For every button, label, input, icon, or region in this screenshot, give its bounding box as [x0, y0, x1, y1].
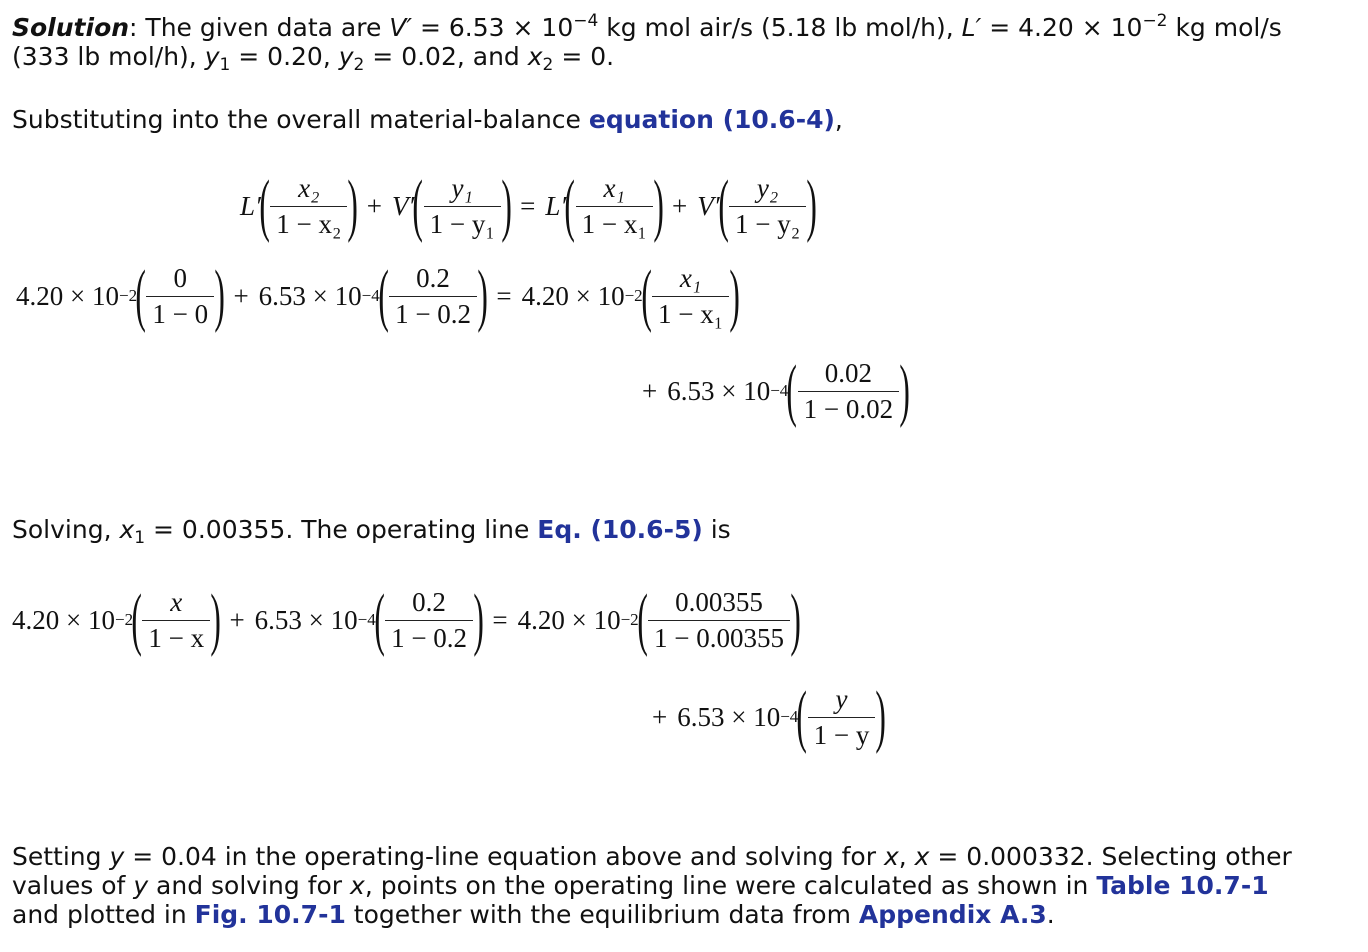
l-prime-symbol: L′ [240, 190, 261, 221]
subscript: 1 [219, 55, 231, 75]
plus-sign: + [672, 190, 688, 221]
denominator: 1 − y₂ [735, 208, 801, 239]
y-symbol: y [338, 42, 354, 71]
x-symbol: x [350, 871, 365, 900]
fraction [389, 263, 477, 330]
left-paren: ( [378, 257, 389, 334]
equation-10-6-4-link[interactable]: equation (10.6-4) [588, 105, 835, 134]
setting-paragraph [12, 842, 1292, 929]
setting-line-3 [12, 900, 1292, 929]
setting-text: Setting [12, 842, 110, 871]
right-paren: ) [214, 257, 226, 334]
x-symbol: x [914, 842, 930, 871]
left-paren: ( [259, 167, 270, 244]
numerator: x₁ [679, 262, 702, 293]
y-symbol: y [109, 842, 125, 871]
eq-10-6-5-link[interactable]: Eq. (10.6-5) [537, 515, 703, 544]
left-paren: ( [135, 257, 146, 334]
v-prime-symbol: V′ [697, 190, 720, 221]
solving-text: is [702, 515, 731, 544]
plus-sign: + [233, 280, 249, 311]
intro-text: (333 lb mol/h), [12, 42, 205, 71]
coefficient: 4.20 × 10 [12, 604, 115, 635]
intro-text: : The given data are [129, 13, 390, 42]
solution-label: Solution [12, 13, 130, 42]
denominator: 1 − 0.2 [395, 298, 472, 329]
left-paren: ( [641, 257, 652, 334]
numerator: 0 [173, 262, 187, 293]
x-symbol: x [119, 515, 135, 544]
substituting-text: , [834, 105, 843, 134]
exponent: −2 [620, 610, 639, 629]
numerator: 0.2 [412, 586, 446, 617]
l-prime-symbol: L′ [545, 190, 567, 221]
exponent: −4 [770, 381, 789, 400]
denominator: 1 − x₂ [276, 208, 342, 239]
substituting-paragraph [12, 105, 843, 134]
setting-text: , points on the operating line were calculated as shown in [364, 871, 1097, 900]
left-paren: ( [796, 678, 808, 755]
right-paren: ) [875, 678, 887, 755]
denominator: 1 − x₁ [657, 298, 724, 329]
fraction [576, 173, 653, 240]
left-paren: ( [564, 167, 576, 244]
subscript: 2 [353, 55, 365, 75]
intro-line-2 [12, 42, 1282, 75]
right-paren: ) [473, 581, 484, 658]
left-paren: ( [786, 352, 798, 429]
equals-sign: = [496, 280, 512, 311]
right-paren: ) [501, 167, 512, 244]
numerator: 0.00355 [675, 586, 763, 617]
setting-text: values of [12, 871, 134, 900]
coefficient: 6.53 × 10 [677, 701, 781, 732]
setting-line-1 [12, 842, 1292, 871]
substituting-text: Substituting into the overall material-balance [12, 105, 589, 134]
coefficient: 6.53 × 10 [254, 604, 358, 635]
numerator: x₁ [603, 172, 625, 203]
coefficient: 4.20 × 10 [521, 280, 625, 311]
left-paren: ( [637, 581, 648, 658]
denominator: 1 − x [148, 622, 205, 653]
fraction [424, 173, 501, 240]
fraction [146, 263, 214, 330]
coefficient: 6.53 × 10 [667, 375, 771, 406]
right-paren: ) [806, 167, 818, 244]
numerator: x₂ [298, 172, 320, 203]
coefficient: 4.20 × 10 [16, 280, 119, 311]
right-paren: ) [477, 257, 488, 334]
subscript: 2 [542, 55, 554, 75]
right-paren: ) [653, 167, 664, 244]
solving-text: Solving, [12, 515, 120, 544]
fraction [729, 173, 806, 240]
coefficient: 6.53 × 10 [258, 280, 362, 311]
denominator: 1 − 0.00355 [653, 622, 784, 653]
exponent: −4 [573, 11, 599, 31]
equals-sign: = [492, 604, 508, 635]
denominator: 1 − y [813, 719, 870, 750]
exponent: −4 [357, 610, 376, 629]
v-prime-symbol: V′ [389, 13, 413, 42]
y-symbol: y [204, 42, 220, 71]
right-paren: ) [210, 581, 222, 658]
setting-text: and plotted in [12, 900, 195, 929]
numerator: y₁ [451, 172, 473, 203]
numerator: y₂ [756, 172, 779, 203]
x-symbol: x [883, 842, 899, 871]
plus-sign: + [652, 701, 668, 732]
fraction [142, 587, 210, 654]
plus-sign: + [642, 375, 658, 406]
right-paren: ) [790, 581, 801, 658]
fraction [798, 358, 899, 425]
solving-paragraph [12, 515, 731, 548]
coefficient: 4.20 × 10 [517, 604, 621, 635]
numerator: 0.2 [416, 262, 450, 293]
table-10-7-1-link[interactable]: Table 10.7-1 [1096, 871, 1269, 900]
setting-line-2 [12, 871, 1292, 900]
setting-text: together with the equilibrium data from [345, 900, 859, 929]
exponent: −4 [361, 286, 380, 305]
intro-text: = 0.02, and [364, 42, 528, 71]
numerator: x [170, 586, 183, 617]
appendix-a3-link[interactable]: Appendix A.3 [858, 900, 1047, 929]
intro-paragraph [12, 11, 1282, 75]
setting-text: and solving for [148, 871, 351, 900]
numerator: y [835, 683, 848, 714]
subscript: 1 [134, 528, 146, 548]
setting-text: = 0.000332. Selecting other [929, 842, 1292, 871]
denominator: 1 − 0.02 [803, 393, 894, 424]
fraction [648, 587, 790, 654]
exponent: −2 [118, 286, 138, 305]
right-paren: ) [347, 167, 359, 244]
v-prime-symbol: V′ [391, 190, 415, 221]
denominator: 1 − y₁ [429, 208, 495, 239]
l-prime-symbol: L′ [961, 13, 982, 42]
setting-text: , [898, 842, 915, 871]
intro-line-1 [12, 13, 1282, 42]
intro-text: = 6.53 × 10 [412, 13, 574, 42]
setting-text: = 0.04 in the operating-line equation above and solving for [124, 842, 884, 871]
intro-text: = 0. [553, 42, 615, 71]
intro-text: = 0.20, [230, 42, 339, 71]
plus-sign: + [229, 604, 245, 635]
numerator: 0.02 [824, 357, 872, 388]
left-paren: ( [412, 167, 424, 244]
fraction [808, 684, 876, 751]
left-paren: ( [131, 581, 142, 658]
setting-text: . [1046, 900, 1055, 929]
left-paren: ( [374, 581, 385, 658]
exponent: −2 [114, 610, 134, 629]
intro-text: = 4.20 × 10 [981, 13, 1143, 42]
fig-10-7-1-link[interactable]: Fig. 10.7-1 [194, 900, 346, 929]
solving-text: = 0.00355. The operating line [145, 515, 538, 544]
denominator: 1 − 0.2 [391, 622, 468, 653]
exponent: −2 [1142, 11, 1168, 31]
intro-text: kg mol/s [1167, 13, 1282, 42]
denominator: 1 − x₁ [581, 208, 647, 239]
x-symbol: x [527, 42, 543, 71]
intro-text: kg mol air/s (5.18 lb mol/h), [598, 13, 962, 42]
exponent: −4 [780, 707, 799, 726]
equals-sign: = [520, 190, 536, 221]
fraction [652, 263, 729, 330]
right-paren: ) [899, 352, 911, 429]
left-paren: ( [718, 167, 729, 244]
plus-sign: + [366, 190, 382, 221]
right-paren: ) [729, 257, 741, 334]
fraction [385, 587, 473, 654]
denominator: 1 − 0 [152, 298, 209, 329]
fraction [270, 173, 347, 240]
y-symbol: y [133, 871, 149, 900]
exponent: −2 [624, 286, 643, 305]
